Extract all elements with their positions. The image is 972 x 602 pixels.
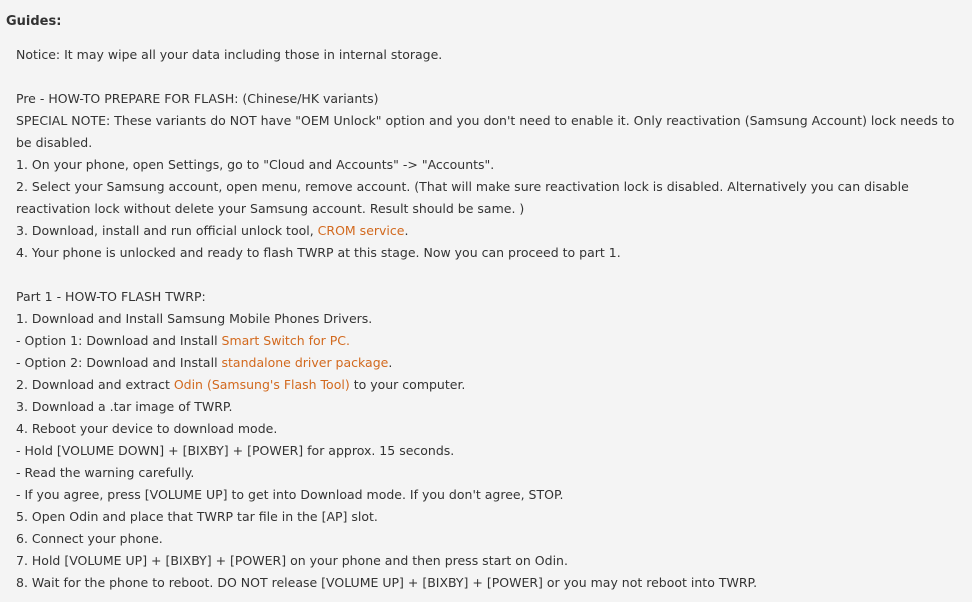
crom-service-link[interactable]: CROM service xyxy=(317,223,405,238)
option-1-text: - Option 1: Download and Install xyxy=(16,333,222,348)
part1-step-2 xyxy=(16,374,962,396)
guide-content xyxy=(16,44,962,594)
guides-heading: Guides: xyxy=(6,14,62,29)
odin-link[interactable]: Odin (Samsung's Flash Tool) xyxy=(173,377,350,392)
special-note: SPECIAL NOTE: These variants do NOT have "OEM Unlock" option and you don't need to enable it. Only reactivation (Samsung Account) lock needs to be disabled. xyxy=(16,113,955,150)
part1-step-3: 3. Download a .tar image of TWRP. xyxy=(16,399,233,414)
part1-option-1 xyxy=(16,330,962,352)
spacer xyxy=(16,264,962,286)
pre-step-2: 2. Select your Samsung account, open menu, remove account. (That will make sure reactivation lock is disabled. Alternatively you can disable reactivation lock without delete your Samsung account. Result should be same. ) xyxy=(16,179,909,216)
option-2-suffix: . xyxy=(388,355,393,370)
pre-step-1: 1. On your phone, open Settings, go to "Cloud and Accounts" -> "Accounts". xyxy=(16,157,495,172)
part1-step-4b: - Read the warning carefully. xyxy=(16,465,195,480)
spacer xyxy=(16,66,962,88)
pre-title: Pre - HOW-TO PREPARE FOR FLASH: (Chinese/HK variants) xyxy=(16,91,379,106)
part1-step-4: 4. Reboot your device to download mode. xyxy=(16,421,278,436)
part1-step-8: 8. Wait for the phone to reboot. DO NOT release [VOLUME UP] + [BIXBY] + [POWER] or you may not reboot into TWRP. xyxy=(16,575,758,590)
part1-step-1: 1. Download and Install Samsung Mobile Phones Drivers. xyxy=(16,311,373,326)
driver-package-link[interactable]: standalone driver package xyxy=(221,355,389,370)
step-2-text: 2. Download and extract xyxy=(16,377,174,392)
part1-title: Part 1 - HOW-TO FLASH TWRP: xyxy=(16,289,206,304)
pre-step-4: 4. Your phone is unlocked and ready to flash TWRP at this stage. Now you can proceed to part 1. xyxy=(16,245,621,260)
part1-step-6: 6. Connect your phone. xyxy=(16,531,163,546)
part1-step-4c: - If you agree, press [VOLUME UP] to get into Download mode. If you don't agree, STOP. xyxy=(16,487,564,502)
part1-option-2 xyxy=(16,352,962,374)
step-2-suffix: to your computer. xyxy=(349,377,466,392)
pre-step-3-suffix: . xyxy=(404,223,409,238)
pre-step-3-text: 3. Download, install and run official unlock tool, xyxy=(16,223,318,238)
part1-step-7: 7. Hold [VOLUME UP] + [BIXBY] + [POWER] on your phone and then press start on Odin. xyxy=(16,553,568,568)
notice-text: Notice: It may wipe all your data including those in internal storage. xyxy=(16,47,443,62)
pre-step-3 xyxy=(16,220,962,242)
part1-step-5: 5. Open Odin and place that TWRP tar file in the [AP] slot. xyxy=(16,509,378,524)
option-2-text: - Option 2: Download and Install xyxy=(16,355,222,370)
part1-step-4a: - Hold [VOLUME DOWN] + [BIXBY] + [POWER] for approx. 15 seconds. xyxy=(16,443,455,458)
smart-switch-link[interactable]: Smart Switch for PC. xyxy=(221,333,351,348)
